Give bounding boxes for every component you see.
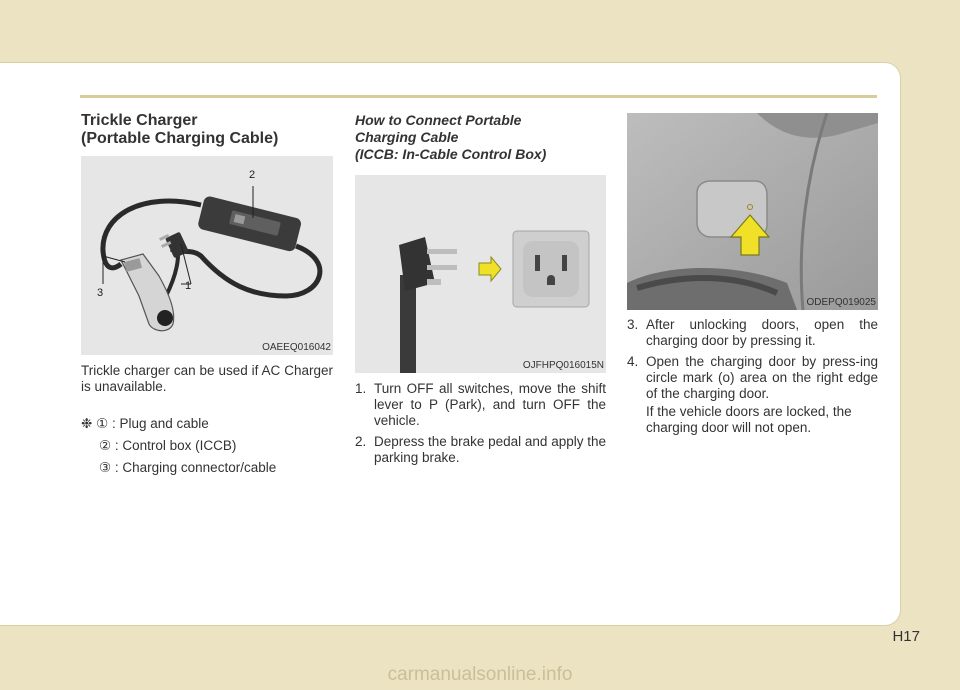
plug-outlet-illustration	[355, 175, 606, 373]
step-item	[355, 381, 606, 429]
legend-text: : Plug and cable	[111, 416, 209, 431]
note-text: If the vehicle doors are locked, the charging door will not open.	[646, 404, 852, 435]
step-text: Depress the brake pedal and apply the parking brake.	[374, 434, 606, 465]
step-item	[627, 354, 878, 402]
legend-item	[81, 460, 276, 476]
cable-illustration	[81, 156, 333, 355]
callout-1: 1	[185, 280, 192, 292]
heading-line: How to Connect Portable	[355, 112, 522, 128]
steps-list-1-2	[355, 381, 606, 471]
legend-num: ②	[99, 438, 112, 453]
step-number: 4.	[627, 354, 639, 369]
legend-num: ①	[96, 416, 109, 431]
callout-2: 2	[249, 169, 256, 181]
step-number: 2.	[355, 434, 367, 449]
figure-plug-and-outlet	[355, 175, 606, 373]
step-text: Open the charging door by press-ing circle mark (o) area on the right edge of the charging door.	[646, 354, 878, 401]
heading-line: (Portable Charging Cable)	[81, 130, 279, 147]
section-heading-how-to-connect	[355, 112, 546, 163]
legend-text: : Charging connector/cable	[114, 460, 277, 475]
figure-code: ODEPQ019025	[806, 297, 876, 308]
step-item	[627, 317, 878, 349]
step-item	[355, 434, 606, 466]
charging-door-illustration	[627, 113, 878, 310]
step-number: 1.	[355, 381, 367, 396]
legend-text: : Control box (ICCB)	[114, 438, 237, 453]
heading-line: (ICCB: In-Cable Control Box)	[355, 146, 547, 162]
heading-line: Charging Cable	[355, 129, 459, 145]
intro-paragraph: Trickle charger can be used if AC Charger is unavailable.	[81, 363, 333, 394]
legend-num: ③	[99, 460, 112, 475]
step-text: After unlocking doors, open the charging door by pressing it.	[646, 317, 878, 348]
steps-list-3-4	[627, 317, 878, 436]
callout-3: 3	[97, 287, 104, 299]
legend-symbol: ❉	[81, 416, 93, 431]
figure-charging-door	[627, 113, 878, 310]
figure-portable-charging-cable	[81, 156, 333, 355]
legend-item	[81, 416, 276, 432]
header-rule	[80, 95, 877, 98]
page-number: H17	[892, 628, 920, 645]
step-number: 3.	[627, 317, 639, 332]
legend-item	[81, 438, 276, 454]
watermark: carmanualsonline.info	[387, 664, 573, 685]
step-text: Turn OFF all switches, move the shift lever to P (Park), and turn OFF the vehicle.	[374, 381, 606, 428]
heading-line: Trickle Charger	[81, 112, 198, 129]
figure-code: OAEEQ016042	[262, 342, 331, 353]
figure-legend	[81, 416, 276, 482]
section-heading-trickle-charger	[81, 112, 278, 148]
figure-code: OJFHPQ016015N	[522, 360, 604, 371]
